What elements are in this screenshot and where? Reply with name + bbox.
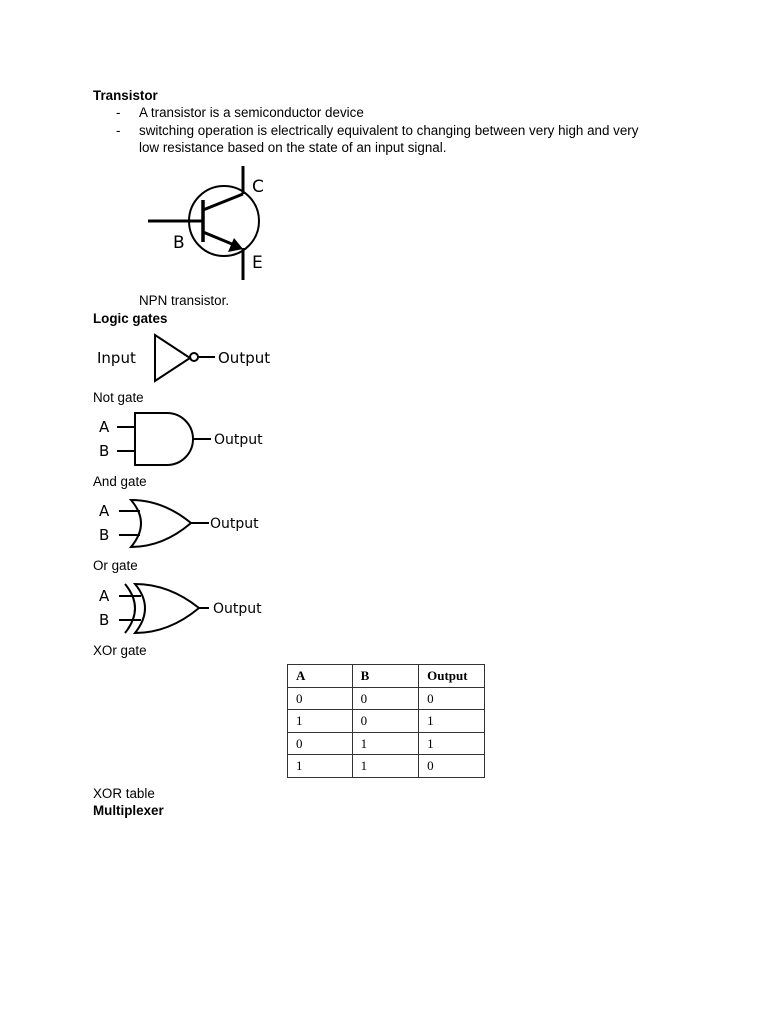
and-gate-caption: And gate [93, 474, 147, 489]
or-body [131, 500, 191, 547]
collector-label: C [252, 177, 264, 197]
emitter-diagonal [203, 232, 232, 244]
or-gate-diagram [93, 495, 283, 553]
transistor-heading: Transistor [93, 88, 158, 103]
or-input-a-label: A [99, 502, 110, 520]
and-input-b-label: B [99, 442, 110, 460]
header-a: A [288, 665, 353, 688]
cell-a: 1 [288, 710, 353, 733]
multiplexer-heading: Multiplexer [93, 803, 164, 818]
xor-gate-diagram [93, 579, 283, 639]
base-label: B [173, 233, 185, 253]
cell-output: 0 [419, 687, 485, 710]
cell-a: 0 [288, 687, 353, 710]
logic-gates-heading: Logic gates [93, 311, 168, 326]
not-triangle [155, 335, 190, 381]
xor-output-label: Output [213, 601, 262, 617]
emitter-arrow [228, 238, 243, 252]
or-gate-caption: Or gate [93, 558, 138, 573]
and-input-a-label: A [99, 418, 110, 436]
cell-output: 0 [419, 755, 485, 778]
table-row [288, 687, 485, 710]
xor-extra-curve [125, 584, 135, 633]
table-row [288, 710, 485, 733]
cell-a: 0 [288, 732, 353, 755]
table-row [288, 755, 485, 778]
header-b: B [352, 665, 419, 688]
not-input-label: Input [97, 349, 136, 367]
and-gate-diagram [93, 410, 283, 468]
xor-table-caption: XOR table [93, 786, 155, 801]
or-input-b-label: B [99, 526, 110, 544]
header-output: Output [419, 665, 485, 688]
xor-input-b-label: B [99, 611, 110, 629]
bullet-dash: - [116, 105, 121, 120]
cell-a: 1 [288, 755, 353, 778]
cell-b: 0 [352, 710, 419, 733]
cell-b: 0 [352, 687, 419, 710]
table-row [288, 732, 485, 755]
cell-output: 1 [419, 710, 485, 733]
table-header-row [288, 665, 485, 688]
not-gate-diagram [93, 332, 283, 384]
npn-caption: NPN transistor. [139, 293, 230, 308]
xor-body [135, 584, 199, 633]
cell-b: 1 [352, 755, 419, 778]
not-bubble [190, 353, 198, 361]
bullet-text-line-2: low resistance based on the state of an input signal. [139, 140, 447, 155]
not-output-label: Output [218, 349, 271, 367]
emitter-label: E [252, 253, 263, 273]
xor-input-a-label: A [99, 587, 110, 605]
or-output-label: Output [210, 516, 259, 532]
and-body [135, 413, 193, 465]
not-gate-caption: Not gate [93, 390, 144, 405]
cell-b: 1 [352, 732, 419, 755]
xor-truth-table [287, 664, 485, 778]
npn-transistor-diagram [140, 160, 280, 285]
bullet-text: A transistor is a semiconductor device [139, 105, 364, 120]
bullet-text-line-1: switching operation is electrically equivalent to changing between very high and very [139, 123, 639, 138]
cell-output: 1 [419, 732, 485, 755]
and-output-label: Output [214, 432, 263, 448]
transistor-bullet-1 [0, 104, 768, 121]
bullet-dash: - [116, 123, 121, 138]
xor-gate-caption: XOr gate [93, 643, 147, 658]
collector-diagonal [203, 194, 243, 210]
transistor-bullet-2 [0, 122, 768, 156]
